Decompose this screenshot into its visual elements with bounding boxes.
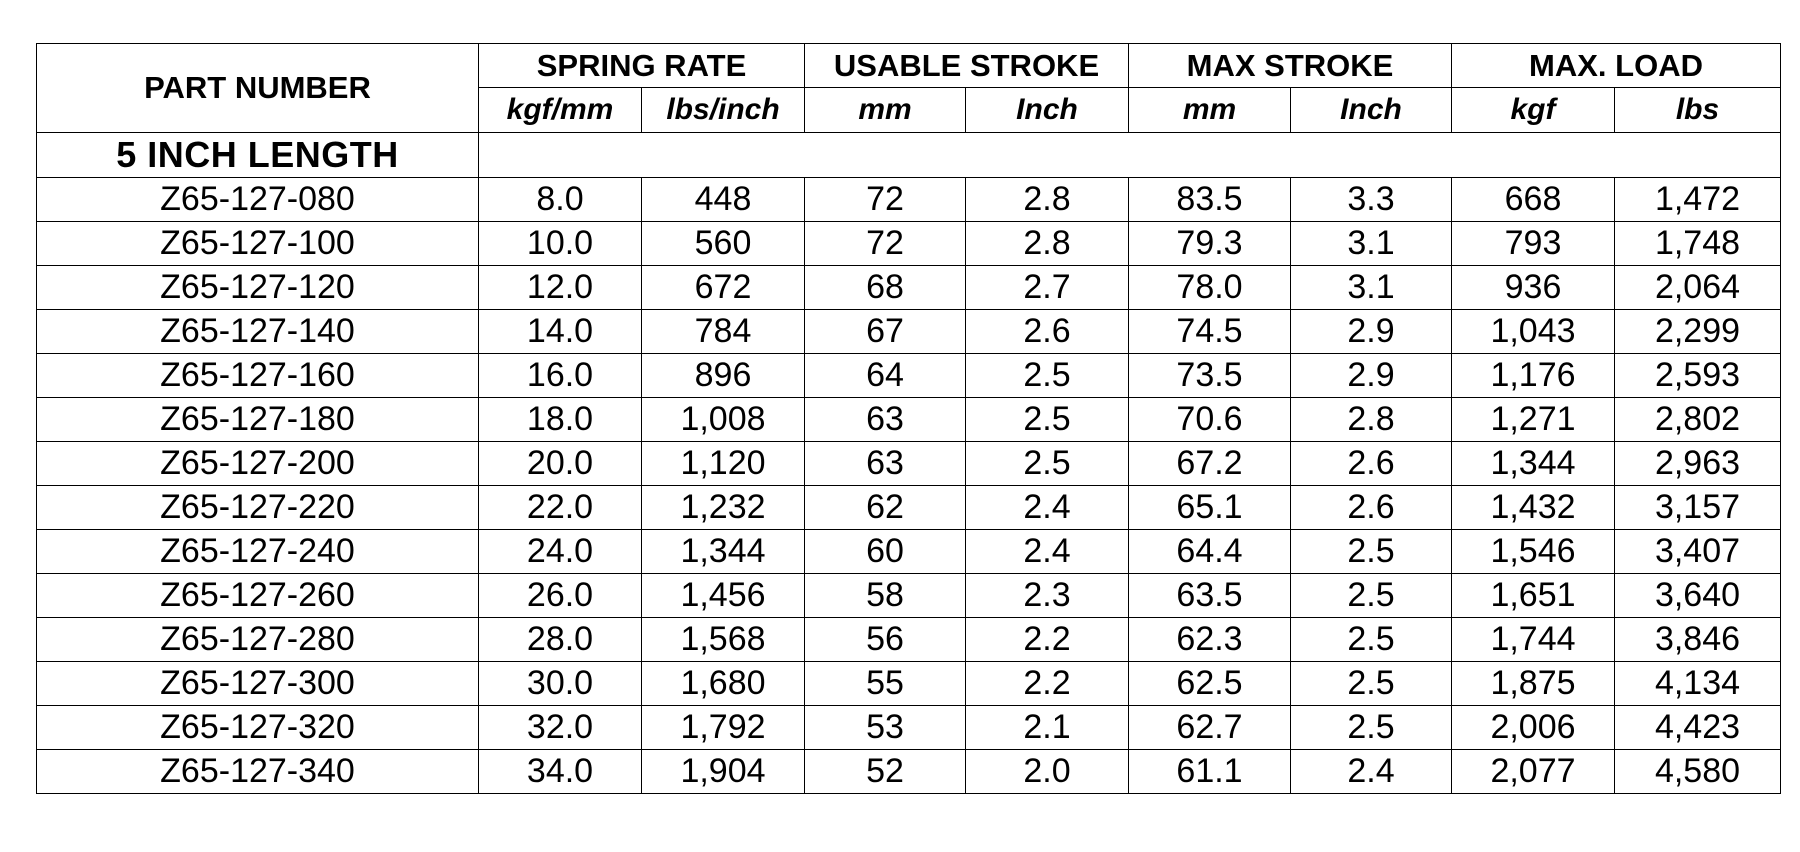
value-cell: 22.0 [479,486,642,530]
value-cell: 2,006 [1452,706,1615,750]
value-cell: 2,963 [1615,442,1781,486]
unit-usable-stroke-inch: Inch [966,88,1129,133]
table-row [37,354,1781,398]
value-cell: 1,680 [642,662,805,706]
value-cell: 1,232 [642,486,805,530]
value-cell: 12.0 [479,266,642,310]
value-cell: 4,423 [1615,706,1781,750]
value-cell: 58 [805,574,966,618]
value-cell: 2,802 [1615,398,1781,442]
value-cell: 1,043 [1452,310,1615,354]
value-cell: 20.0 [479,442,642,486]
value-cell: 3,407 [1615,530,1781,574]
value-cell: 1,472 [1615,178,1781,222]
spring-spec-table [36,43,1781,794]
value-cell: 67 [805,310,966,354]
value-cell: 32.0 [479,706,642,750]
header-spring-rate: SPRING RATE [479,44,805,88]
value-cell: 2.4 [966,530,1129,574]
part-number-cell: Z65-127-200 [37,442,479,486]
header-group-row [37,44,1781,88]
value-cell: 2.6 [966,310,1129,354]
value-cell: 28.0 [479,618,642,662]
value-cell: 2.9 [1291,354,1452,398]
value-cell: 1,344 [1452,442,1615,486]
value-cell: 2.3 [966,574,1129,618]
value-cell: 2.5 [1291,530,1452,574]
value-cell: 1,008 [642,398,805,442]
value-cell: 67.2 [1129,442,1291,486]
value-cell: 34.0 [479,750,642,794]
value-cell: 2.5 [1291,618,1452,662]
unit-max-load-lbs: lbs [1615,88,1781,133]
value-cell: 2,064 [1615,266,1781,310]
value-cell: 2.6 [1291,486,1452,530]
part-number-cell: Z65-127-140 [37,310,479,354]
value-cell: 3,846 [1615,618,1781,662]
part-number-cell: Z65-127-260 [37,574,479,618]
table-row [37,662,1781,706]
part-number-cell: Z65-127-160 [37,354,479,398]
unit-max-stroke-mm: mm [1129,88,1291,133]
table-row [37,398,1781,442]
value-cell: 1,904 [642,750,805,794]
value-cell: 72 [805,222,966,266]
value-cell: 1,271 [1452,398,1615,442]
value-cell: 668 [1452,178,1615,222]
part-number-cell: Z65-127-180 [37,398,479,442]
value-cell: 1,748 [1615,222,1781,266]
header-max-stroke: MAX STROKE [1129,44,1452,88]
value-cell: 52 [805,750,966,794]
value-cell: 2.4 [966,486,1129,530]
value-cell: 79.3 [1129,222,1291,266]
unit-max-load-kgf: kgf [1452,88,1615,133]
table-row [37,310,1781,354]
value-cell: 1,456 [642,574,805,618]
value-cell: 2.5 [1291,706,1452,750]
value-cell: 2.2 [966,618,1129,662]
value-cell: 53 [805,706,966,750]
value-cell: 62.5 [1129,662,1291,706]
value-cell: 10.0 [479,222,642,266]
value-cell: 83.5 [1129,178,1291,222]
part-number-cell: Z65-127-220 [37,486,479,530]
table-row [37,618,1781,662]
unit-usable-stroke-mm: mm [805,88,966,133]
value-cell: 8.0 [479,178,642,222]
value-cell: 74.5 [1129,310,1291,354]
value-cell: 18.0 [479,398,642,442]
value-cell: 448 [642,178,805,222]
value-cell: 1,432 [1452,486,1615,530]
table-row [37,442,1781,486]
unit-spring-rate-lbs-inch: lbs/inch [642,88,805,133]
part-number-cell: Z65-127-300 [37,662,479,706]
table-body [37,133,1781,794]
value-cell: 2.6 [1291,442,1452,486]
value-cell: 793 [1452,222,1615,266]
unit-spring-rate-kgf-mm: kgf/mm [479,88,642,133]
part-number-cell: Z65-127-120 [37,266,479,310]
value-cell: 2.5 [1291,574,1452,618]
unit-max-stroke-inch: Inch [1291,88,1452,133]
value-cell: 2,299 [1615,310,1781,354]
table-header [37,44,1781,133]
value-cell: 1,875 [1452,662,1615,706]
value-cell: 62 [805,486,966,530]
value-cell: 1,792 [642,706,805,750]
value-cell: 62.7 [1129,706,1291,750]
value-cell: 64.4 [1129,530,1291,574]
value-cell: 2,593 [1615,354,1781,398]
value-cell: 16.0 [479,354,642,398]
value-cell: 62.3 [1129,618,1291,662]
value-cell: 560 [642,222,805,266]
value-cell: 2.4 [1291,750,1452,794]
value-cell: 63.5 [1129,574,1291,618]
value-cell: 1,344 [642,530,805,574]
value-cell: 2.9 [1291,310,1452,354]
value-cell: 1,120 [642,442,805,486]
value-cell: 4,134 [1615,662,1781,706]
part-number-cell: Z65-127-100 [37,222,479,266]
value-cell: 56 [805,618,966,662]
table-row [37,266,1781,310]
value-cell: 24.0 [479,530,642,574]
value-cell: 4,580 [1615,750,1781,794]
value-cell: 30.0 [479,662,642,706]
value-cell: 936 [1452,266,1615,310]
part-number-cell: Z65-127-280 [37,618,479,662]
value-cell: 2.7 [966,266,1129,310]
value-cell: 1,568 [642,618,805,662]
section-empty-cell [479,133,1781,178]
header-part-number: PART NUMBER [37,44,479,133]
section-row [37,133,1781,178]
value-cell: 2.1 [966,706,1129,750]
part-number-cell: Z65-127-080 [37,178,479,222]
value-cell: 73.5 [1129,354,1291,398]
value-cell: 63 [805,442,966,486]
table-row [37,530,1781,574]
header-max-load: MAX. LOAD [1452,44,1781,88]
value-cell: 55 [805,662,966,706]
part-number-cell: Z65-127-320 [37,706,479,750]
value-cell: 2.8 [966,222,1129,266]
value-cell: 3.1 [1291,222,1452,266]
value-cell: 70.6 [1129,398,1291,442]
value-cell: 3,157 [1615,486,1781,530]
value-cell: 784 [642,310,805,354]
value-cell: 68 [805,266,966,310]
section-label: 5 INCH LENGTH [37,133,479,178]
value-cell: 2.5 [966,442,1129,486]
value-cell: 1,744 [1452,618,1615,662]
value-cell: 2.5 [966,354,1129,398]
header-usable-stroke: USABLE STROKE [805,44,1129,88]
value-cell: 61.1 [1129,750,1291,794]
value-cell: 2.2 [966,662,1129,706]
value-cell: 1,546 [1452,530,1615,574]
value-cell: 2.5 [1291,662,1452,706]
table-row [37,574,1781,618]
table-row [37,222,1781,266]
value-cell: 2.0 [966,750,1129,794]
table-row [37,486,1781,530]
value-cell: 78.0 [1129,266,1291,310]
value-cell: 60 [805,530,966,574]
value-cell: 63 [805,398,966,442]
table-row [37,706,1781,750]
value-cell: 3.3 [1291,178,1452,222]
value-cell: 64 [805,354,966,398]
value-cell: 2.8 [966,178,1129,222]
value-cell: 3,640 [1615,574,1781,618]
part-number-cell: Z65-127-240 [37,530,479,574]
value-cell: 2,077 [1452,750,1615,794]
table-row [37,750,1781,794]
value-cell: 2.5 [966,398,1129,442]
value-cell: 3.1 [1291,266,1452,310]
value-cell: 896 [642,354,805,398]
value-cell: 65.1 [1129,486,1291,530]
value-cell: 14.0 [479,310,642,354]
value-cell: 72 [805,178,966,222]
value-cell: 26.0 [479,574,642,618]
table-row [37,178,1781,222]
value-cell: 2.8 [1291,398,1452,442]
value-cell: 672 [642,266,805,310]
part-number-cell: Z65-127-340 [37,750,479,794]
value-cell: 1,651 [1452,574,1615,618]
value-cell: 1,176 [1452,354,1615,398]
